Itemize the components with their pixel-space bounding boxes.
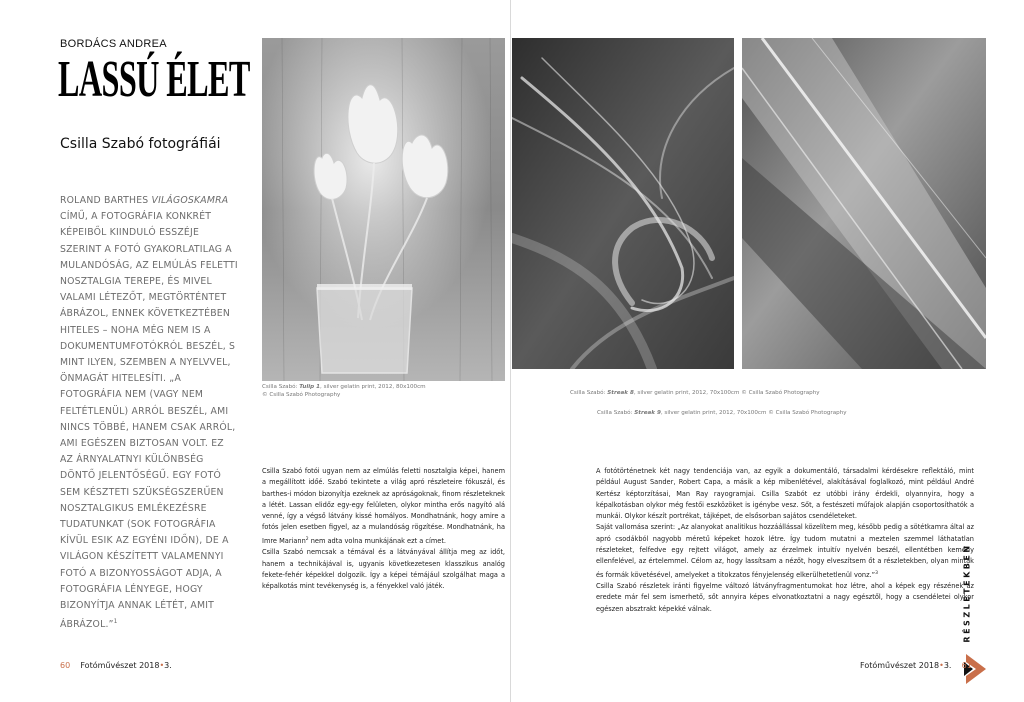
lead-text-start: ROLAND BARTHES bbox=[60, 195, 152, 206]
page-number: 60 bbox=[60, 661, 71, 670]
footnote-ref: 1 bbox=[113, 618, 118, 626]
caption-work-title: Streak 9 bbox=[634, 410, 661, 416]
body-paragraph: A fotótörténetnek két nagy tendenciája van, az egyik a dokumentáló, társadalmi kérdésekre reflektáló, mint például August Sander, Robert Capa, a másik a kép mibenlétével, alakításával foglalkozó, mint például André Kertész képtorzításai, Man Ray rayogramjai. Csilla Szabót ez utóbbi irány érdekli, olyannyira, hogy a képalkotásban olykor még festői eszközöket is igénybe vesz. Sőt, a festészeti műfajok alapján csoportosíthatók a munkái. Olykor készít portrékat, tájképet, de elsősorban sajátos csendéleteket. bbox=[596, 467, 974, 521]
photo-tulip bbox=[262, 38, 505, 381]
photo-streak-8 bbox=[512, 38, 734, 369]
caption-credit: © Csilla Szabó Photography bbox=[262, 392, 341, 398]
body-paragraph bbox=[262, 466, 505, 547]
body-text: nem adta volna munkájának ezt a címet. bbox=[308, 536, 447, 545]
caption-work-title: Tulip 1 bbox=[299, 384, 321, 390]
caption-details: , silver gelatin print, 2012, 70x100cm © Csilla Szabó Photography bbox=[633, 390, 820, 396]
photo-streak-9 bbox=[742, 38, 986, 369]
caption-streak-9 bbox=[597, 409, 877, 417]
body-column-left bbox=[262, 466, 505, 592]
lead-book-title: VILÁGOSKAMRA bbox=[151, 195, 229, 206]
issue-separator: • bbox=[159, 661, 165, 670]
body-paragraph: Csilla Szabó részletek iránti figyelme változó látványfragmentumokat hoz létre, ahol a képek egy részének az eredete már fel sem ismerhető, sőt annyira képes elvonatkoztatni a nagy egésztől, hogy a csendéletei olykor egészen absztrakt képekké válnak. bbox=[596, 582, 974, 613]
lead-paragraph bbox=[60, 193, 240, 634]
lead-text-rest: CÍMŰ, A FOTOGRÁFIA KONKRÉT KÉPEIBŐL KIINDULÓ ESSZÉJE SZERINT A FOTÓ GYAKORLATILAG A MULANDÓSÁG, AZ ELMÚLÁS FELETTI NOSZTALGIA TEREPE, ÉS MIVEL VALAMI LÉTEZŐT, MEGTÖRTÉNTET ÁBRÁZOL, ENNEK KÖVETKEZTÉBEN HITELES – NOHA MÉG NEM IS A DOKUMENTUMFOTÓKRÓL BESZÉL, S MINT ILYEN, SZEMBEN A NYELVVEL, ÖNMAGÁT HITELESÍTI. „A FOTOGRÁFIA NEM (VAGY NEM FELTÉTLENÜL) ARRÓL BESZÉL, AMI NINCS TÖBBÉ, HANEM CSAK ARRÓL, AMI EGÉSZEN BIZTOSAN VOLT. EZ AZ ÁRNYALATNYI KÜLÖNBSÉG DÖNTŐ JELENTŐSÉGŰ. EGY FOTÓ SEM KÉSZTETI SZÜKSÉGSZERŰEN NOSZTALGIKUS EMLÉKEZÉSRE TUDATUNKAT (SOK FOTOGRÁFIA KÍVÜL ESIK AZ EGYÉNI IDŐN), DE A VILÁGON KÉSZÍTETT VALAMENNYI FOTÓ A BIZONYOSSÁGOT ADJA, A FOTOGRÁFIA LÉNYEGE, HOGY BIZONYÍTJA ANNAK LÉTÉT, AMIT ÁBRÁZOL.” bbox=[60, 211, 238, 631]
section-label-text: RÉSZLETEKBEN bbox=[962, 543, 972, 643]
page-number: 61 bbox=[961, 661, 972, 670]
issue-separator: • bbox=[939, 661, 944, 670]
body-paragraph: Csilla Szabó nemcsak a témával és a látványával állítja meg az időt, hanem a technikájával is, ugyanis következetesen klasszikus analóg fekete-fehér képekkel dolgozik. Így a képei témájául szolgálhat maga a képalkotás mint tevékenység is, a fényekkel való játék. bbox=[262, 548, 505, 591]
author-name: BORDÁCS ANDREA bbox=[60, 38, 167, 50]
issue-number: 3. bbox=[943, 661, 952, 670]
caption-streak-8 bbox=[570, 389, 830, 397]
caption-artist: Csilla Szabó: bbox=[597, 410, 635, 416]
footnote-ref: 3 bbox=[875, 570, 878, 576]
caption-work-title: Streak 8 bbox=[607, 390, 634, 396]
caption-details: , silver gelatin print, 2012, 70x100cm © Csilla Szabó Photography bbox=[660, 410, 847, 416]
footnote-ref: 2 bbox=[305, 536, 309, 542]
caption-tulip bbox=[262, 383, 462, 399]
magazine-name: Fotóművészet 2018 bbox=[860, 661, 940, 670]
body-text: Csilla Szabó fotói ugyan nem az elmúlás feletti nosztalgia képei, hanem a megállított időé. Szabó tekintete a világ apró részleteire fókuszál, és barthes-i módon bizonyítja ezeknek az apróságoknak, finom részleteknek a létét. Lassan elidőz egy-egy felületen, olykor mintha erős nagyító alá venné, így a végső látvány kissé homályos. Mondhatnánk, hogy amire a fotós jelen esetben figyel, az a mulandóság rögzítése. Mondhatnánk, ha Imre Mariann bbox=[262, 467, 505, 545]
caption-artist: Csilla Szabó: bbox=[262, 384, 300, 390]
folio-left bbox=[60, 661, 172, 670]
body-text: Saját vallomása szerint: „Az alanyokat analitikus hozzáállással közelítem meg, később pedig a sötétkamra által az apró csodákból nagyobb méretű képeket hozok létre. Így tudom mutatni a meztelen szemmel láthatatlan részleteket, felfedve egy rejtett világot, amely az érzelmek intuitív nyelvén beszél, ellentétben kemény ellenfelével, az értelemmel. Célom az, hogy lassítsam a nézőt, hogy elveszítsem őt a részletekben, olyan minták és formák követésével, amelyeket a titokzatos fényjelenség elkerülhetetlenül vonz.” bbox=[596, 523, 974, 579]
caption-artist: Csilla Szabó: bbox=[570, 390, 608, 396]
article-subtitle: Csilla Szabó fotográfiái bbox=[60, 136, 221, 152]
body-paragraph bbox=[596, 522, 974, 581]
issue-number: 3. bbox=[164, 661, 172, 670]
article-title: LASSÚ ÉLET bbox=[58, 51, 250, 108]
body-column-right bbox=[596, 466, 974, 615]
section-label bbox=[958, 540, 976, 646]
magazine-name: Fotóművészet 2018 bbox=[80, 661, 160, 670]
page-gutter bbox=[510, 0, 511, 702]
caption-details: , silver gelatin print, 2012, 80x100cm bbox=[320, 384, 426, 390]
folio-right bbox=[860, 661, 972, 670]
